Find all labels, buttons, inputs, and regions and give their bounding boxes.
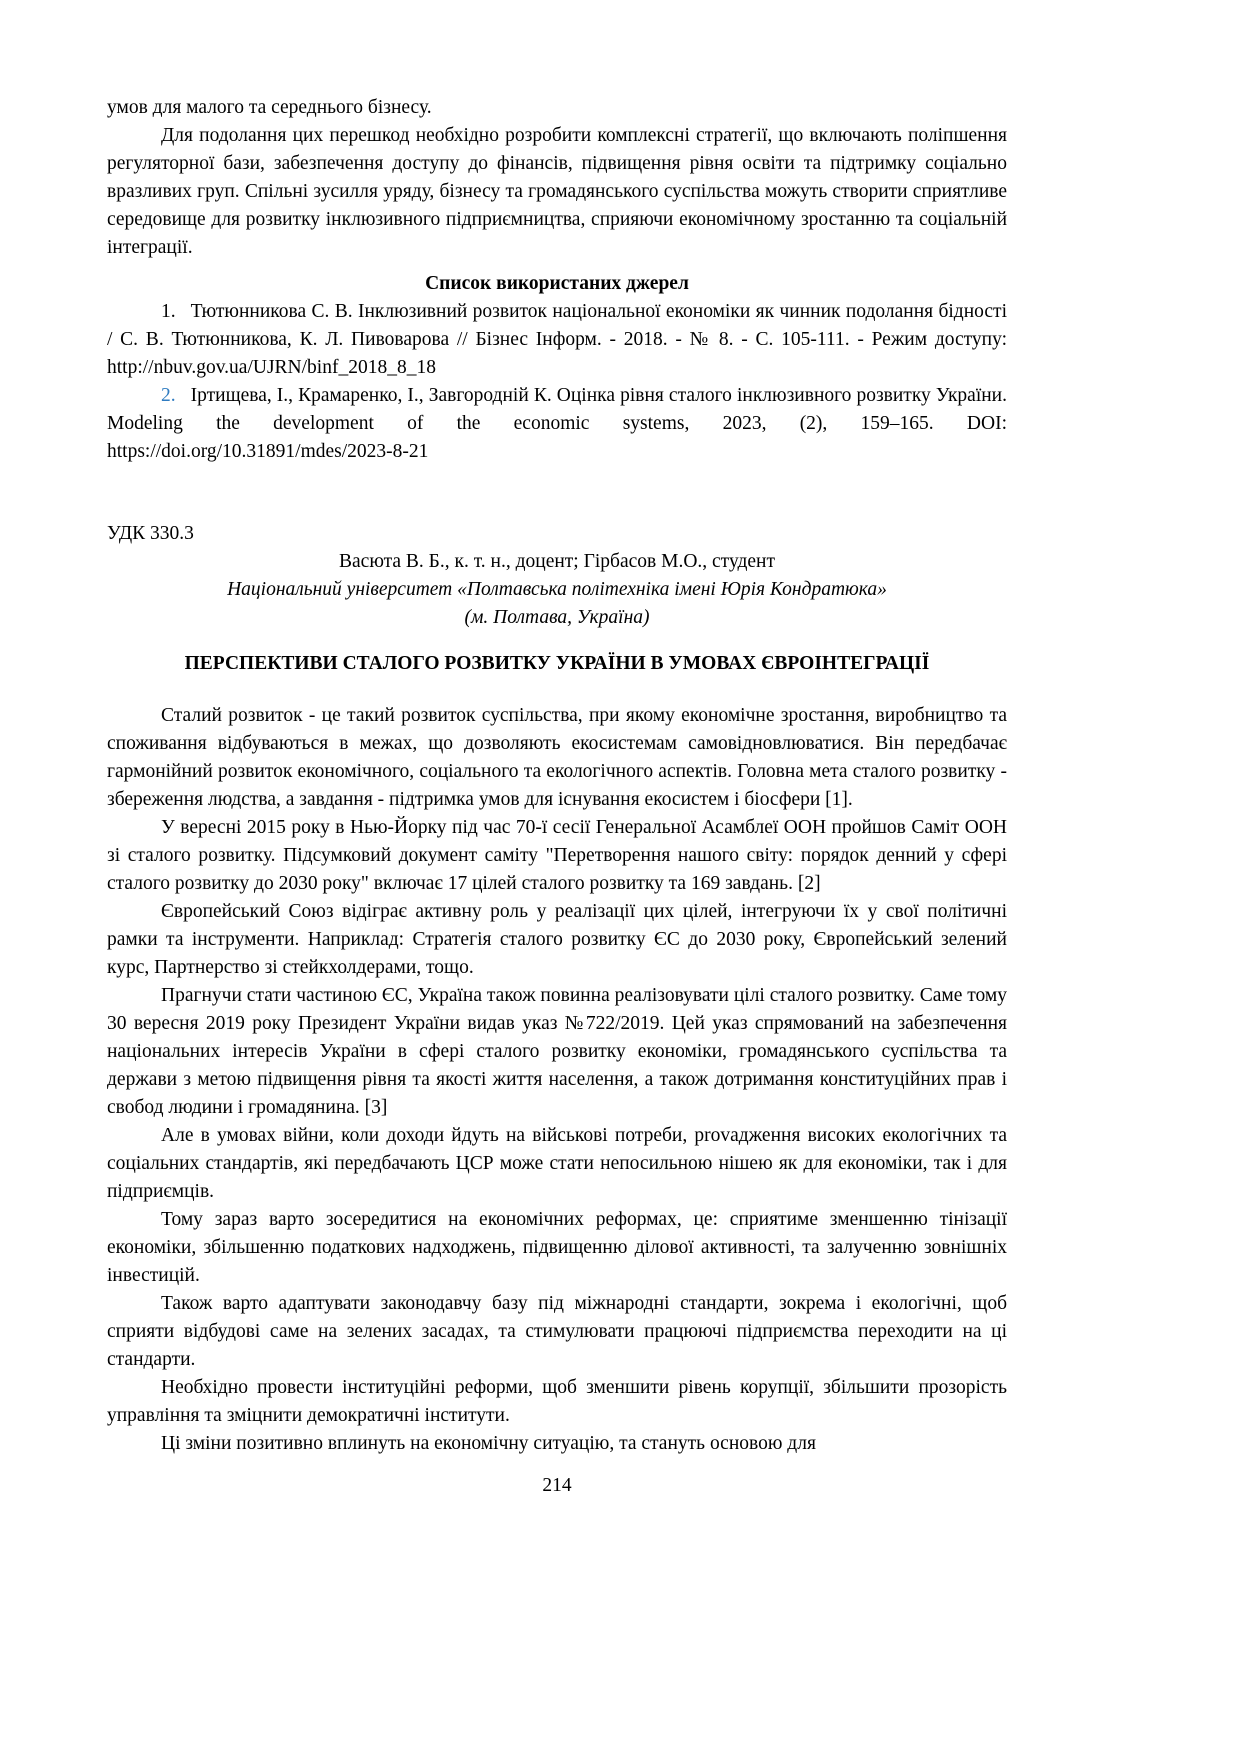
udc-code: УДК 330.3 [107, 523, 194, 544]
article-title: ПЕРСПЕКТИВИ СТАЛОГО РОЗВИТКУ УКРАЇНИ В УМОВАХ ЄВРОІНТЕГРАЦІЇ [184, 653, 930, 674]
article-paragraph-3: Європейський Союз відіграє активну роль у реалізації цих цілей, інтегруючи їх у свої політичні рамки та інструменти. Наприклад: Стратегія сталого розвитку ЄС до 2030 року, Європейський зелений курс, Партнерство зі стейкхолдерами, тощо. [107, 901, 1007, 978]
article-paragraph-6: Тому зараз варто зосередитися на економічних реформах, це: сприятиме зменшенню тінізації економіки, збільшенню податкових надходжень, підвищенню ділової активності, та залученню зовнішніх інвестицій. [107, 1209, 1007, 1286]
article-paragraph-2: У вересні 2015 року в Нью-Йорку під час 70-ї сесії Генеральної Асамблеї ООН пройшов Саміт ООН зі сталого розвитку. Підсумковий документ саміту "Перетворення нашого світу: порядок денний у сфері сталого розвитку до 2030 року" включає 17 цілей сталого розвитку та 169 завдань. [2] [107, 817, 1007, 894]
article-paragraph-7: Також варто адаптувати законодавчу базу під міжнародні стандарти, зокрема і екологічні, щоб сприяти відбудові саме на зелених засадах, та стимулювати працюючі підприємства переходити на ці стандарти. [107, 1293, 1007, 1370]
reference-2-text: Іртищева, І., Крамаренко, І., Завгородній К. Оцінка рівня сталого інклюзивного розвитку України. Modeling the development of the economic systems, 2023, (2), 159–165. DOI: https://doi.org/10.31891/mdes/2023-8-21 [107, 385, 1007, 462]
carryover-line: умов для малого та середнього бізнесу. [107, 97, 432, 118]
affiliation-line: Національний університет «Полтавська політехніка імені Юрія Кондратюка» [227, 579, 887, 600]
article-paragraph-8: Необхідно провести інституційні реформи, щоб зменшити рівень корупції, збільшити прозорість управління та зміцнити демократичні інститути. [107, 1377, 1007, 1426]
reference-item-1 [107, 298, 1007, 382]
references-heading: Список використаних джерел [425, 273, 689, 294]
authors-line: Васюта В. Б., к. т. н., доцент; Гірбасов М.О., студент [339, 551, 775, 572]
page-number: 214 [542, 1475, 572, 1496]
reference-2-number: 2. [161, 385, 176, 406]
article-paragraph-4: Прагнучи стати частиною ЄС, Україна також повинна реалізовувати цілі сталого розвитку. Саме тому 30 вересня 2019 року Президент України видав указ №722/2019. Цей указ спрямований на забезпечення національних інтересів України в сфері сталого розвитку економіки, громадянського суспільства та держави з метою підвищення рівня та якості життя населення, а також дотримання конституційних прав і свобод людини і громадянина. [3] [107, 985, 1007, 1118]
article-paragraph-1: Сталий розвиток - це такий розвиток суспільства, при якому економічне зростання, виробництво та споживання відбуваються в межах, що дозволяють екосистемам самовідновлюватися. Він передбачає гармонійний розвиток економічного, соціального та екологічного аспектів. Головна мета сталого розвитку - збереження людства, а завдання - підтримка умов для існування екосистем і біосфери [1]. [107, 705, 1007, 810]
reference-1-text: Тютюнникова С. В. Інклюзивний розвиток національної економіки як чинник подолання бідності / С. В. Тютюнникова, К. Л. Пивоварова // Бізнес Інформ. - 2018. - № 8. - С. 105-111. - Режим доступу: http://nbuv.gov.ua/UJRN/binf_2018_8_18 [107, 301, 1007, 378]
text-column [107, 0, 1007, 1500]
closing-paragraph: Для подолання цих перешкод необхідно розробити комплексні стратегії, що включають поліпшення регуляторної бази, забезпечення доступу до фінансів, підвищення рівня освіти та підтримку соціально вразливих груп. Спільні зусилля уряду, бізнесу та громадянського суспільства можуть створити сприятливе середовище для розвитку інклюзивного підприємництва, сприяючи економічному зростанню та соціальній інтеграції. [107, 125, 1007, 258]
reference-1-number: 1. [161, 301, 176, 322]
affiliation-city-line: (м. Полтава, Україна) [464, 607, 650, 628]
article-paragraph-9: Ці зміни позитивно вплинуть на економічну ситуацію, та стануть основою для [161, 1433, 816, 1454]
article-paragraph-5: Але в умовах війни, коли доходи йдуть на військові потреби, provадження високих екологічних та соціальних стандартів, які передбачають ЦСР може стати непосильною нішею як для економіки, так і для підприємців. [107, 1125, 1007, 1202]
reference-item-2 [107, 382, 1007, 466]
